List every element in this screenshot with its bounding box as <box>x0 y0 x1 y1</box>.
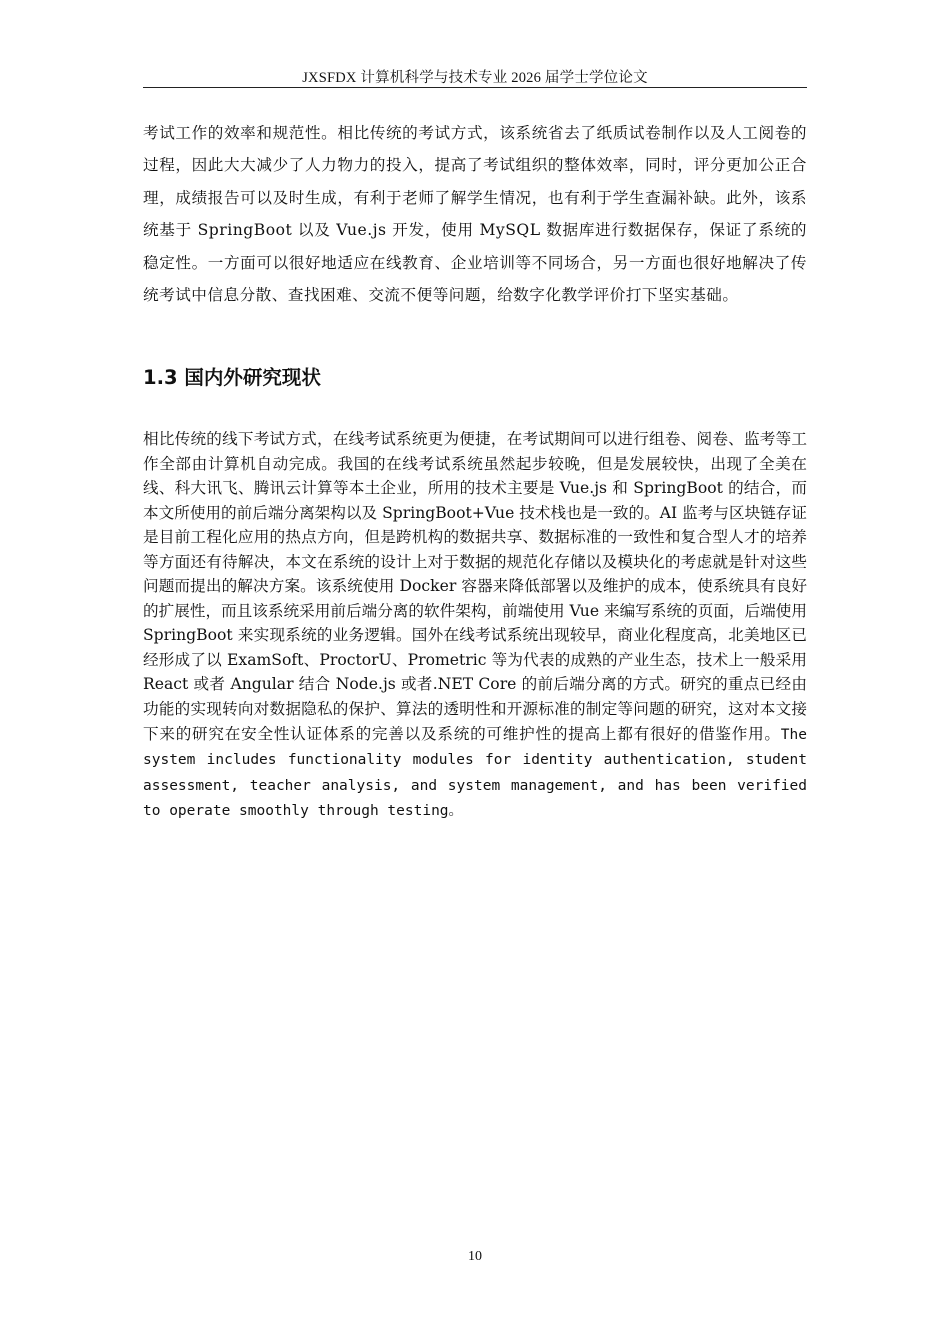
body-paragraph-1: 考试工作的效率和规范性。相比传统的考试方式，该系统省去了纸质试卷制作以及人工阅卷的过程，因此大大减少了人力物力的投入，提高了考试组织的整体效率，同时，评分更加公正合理，成绩报告可以及时生成，有利于老师了解学生情况，也有利于学生查漏补缺。此外，该系统基于 SpringBoot 以及 Vue.js 开发，使用 MySQL 数据库进行数据保存，保证了系统的稳定性。一方面可以很好地适应在线教育、企业培训等不同场合，另一方面也很好地解决了传统考试中信息分散、查找困难、交流不便等问题，给数字化教学评价打下坚实基础。 <box>143 124 807 305</box>
body-paragraph-2-chinese: 相比传统的线下考试方式，在线考试系统更为便捷，在考试期间可以进行组卷、阅卷、监考等工作全部由计算机自动完成。我国的在线考试系统虽然起步较晚，但是发展较快，出现了全美在线、科大讯飞、腾讯云计算等本土企业，所用的技术主要是 Vue.js 和 SpringBoot 的结合，而本文所使用的前后端分离架构以及 SpringBoot+Vue 技术栈也是一致的。AI 监考与区块链存证是目前工程化应用的热点方向，但是跨机构的数据共享、数据标准的一致性和复合型人才的培养等方面还有待解决，本文在系统的设计上对于数据的规范化存储以及模块化的考虑就是针对这些问题而提出的解决方案。该系统使用 Docker 容器来降低部署以及维护的成本，使系统具有良好的扩展性，而且该系统采用前后端分离的软件架构，前端使用 Vue 来编写系统的页面，后端使用 SpringBoot 来实现系统的业务逻辑。国外在线考试系统出现较早，商业化程度高，北美地区已经形成了以 ExamSoft、ProctorU、Prometric 等为代表的成熟的产业生态，技术上一般采用 React 或者 Angular 结合 Node.js 或者.NET Core 的前后端分离的方式。研究的重点已经由功能的实现转向对数据隐私的保护、算法的透明性和开源标准的制定等问题的研究，这对本文接下来的研究在安全性认证体系的完善以及系统的可维护性的提高上都有很好的借鉴作用。 <box>143 430 807 743</box>
running-header: JXSFDX 计算机科学与技术专业 2026 届学士学位论文 <box>302 70 648 86</box>
page-number: 10 <box>468 1249 482 1264</box>
body-paragraph-2-english: The system includes functionality modules for identity authentication, student assessment, teacher analysis, and system management, and has been verified to operate smoothly through testing。 <box>143 726 807 820</box>
section-heading: 1.3 国内外研究现状 <box>143 366 321 389</box>
body-paragraph-2 <box>143 427 807 824</box>
header-rule <box>143 87 807 88</box>
